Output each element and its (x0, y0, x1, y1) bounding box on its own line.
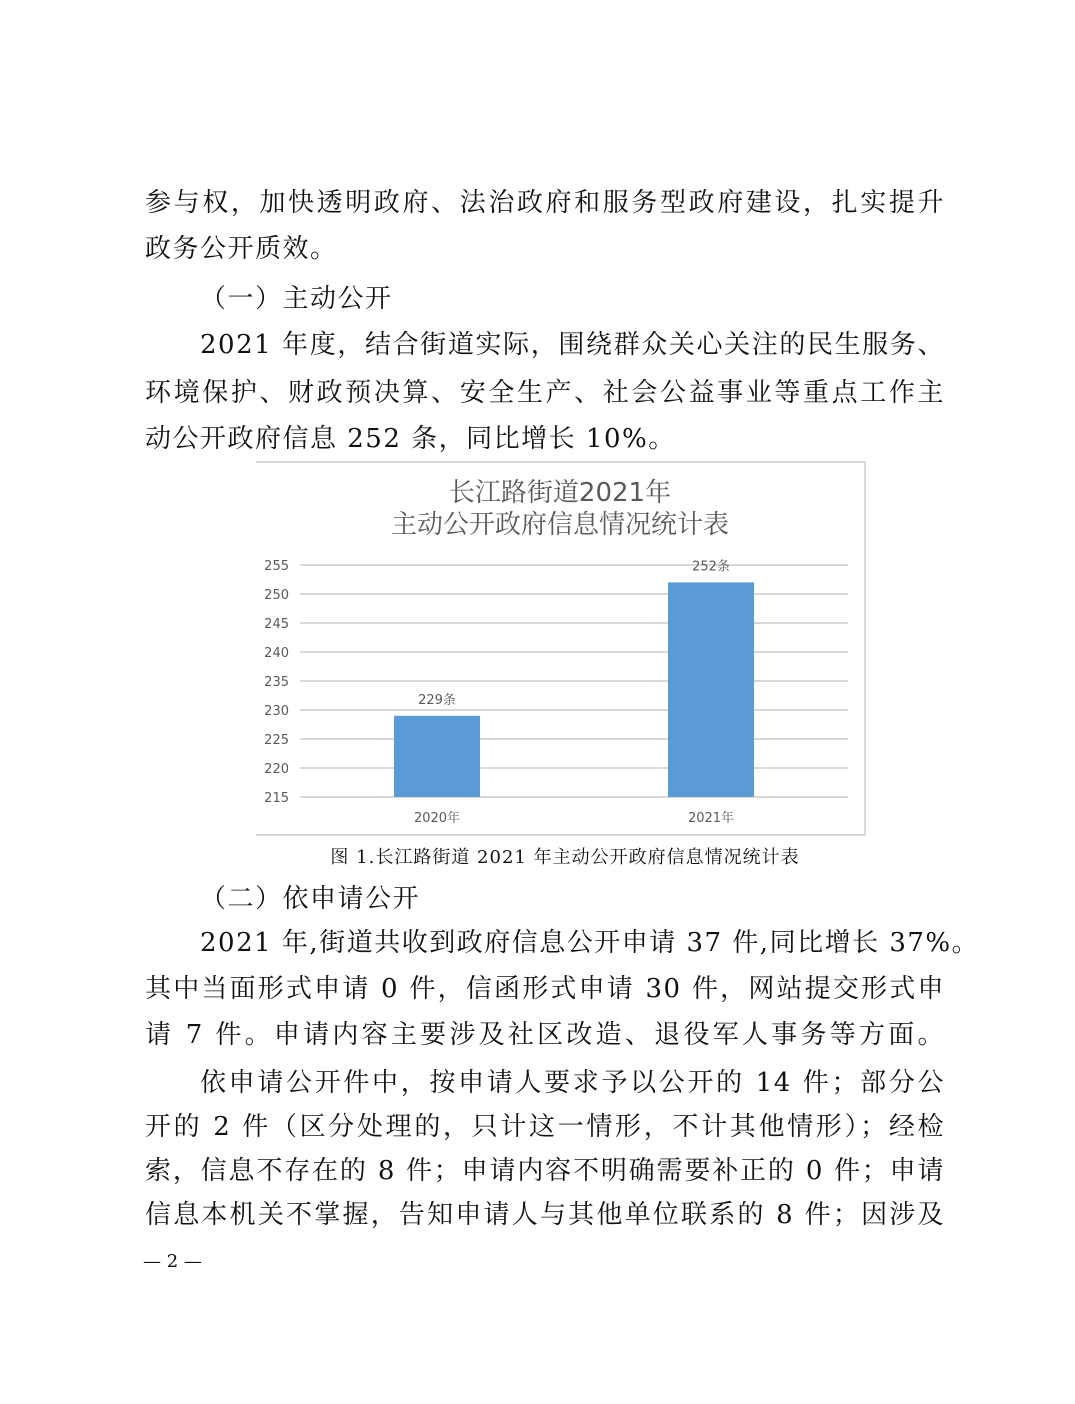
section-heading: （二）依申请公开 (200, 884, 421, 914)
text-line: 2021 年度，结合街道实际，围绕群众关心关注的民生服务、 (200, 330, 945, 360)
y-tick-label: 230 (264, 704, 289, 719)
text-line: 信息本机关不掌握，告知申请人与其他单位联系的 8 件；因涉及 (145, 1200, 945, 1230)
text-line: 请 7 件。申请内容主要涉及社区改造、退役军人事务等方面。 (145, 1020, 945, 1050)
text-line: 动公开政府信息 252 条，同比增长 10%。 (145, 424, 676, 454)
figure-caption: 图 1.长江路街道 2021 年主动公开政府信息情况统计表 (330, 847, 800, 868)
text-line: 其中当面形式申请 0 件，信函形式申请 30 件，网站提交形式申 (145, 974, 945, 1004)
bar-2020年 (394, 716, 480, 797)
chart-title-line1: 长江路街道2021年 (448, 478, 672, 508)
text-line: 开的 2 件（区分处理的，只计这一情形，不计其他情形）；经检 (145, 1112, 945, 1142)
text-line: 政务公开质效。 (145, 234, 338, 264)
data-label: 252条 (692, 559, 730, 575)
data-label: 229条 (418, 692, 456, 708)
y-tick-label: 220 (264, 762, 289, 777)
y-tick-label: 225 (264, 733, 289, 748)
page-number: — 2 — (143, 1251, 202, 1272)
section-heading: （一）主动公开 (200, 284, 393, 314)
chart-container (256, 461, 866, 836)
text-line: 环境保护、财政预决算、安全生产、社会公益事业等重点工作主 (145, 378, 945, 408)
text-line: 索，信息不存在的 8 件；申请内容不明确需要补正的 0 件；申请 (145, 1156, 945, 1186)
text-line: 2021 年,街道共收到政府信息公开申请 37 件,同比增长 37%。 (200, 928, 980, 958)
text-line: 参与权，加快透明政府、法治政府和服务型政府建设，扎实提升 (145, 188, 945, 218)
x-tick-label: 2021年 (687, 811, 735, 826)
bar-2021年 (668, 582, 754, 797)
y-tick-label: 255 (264, 559, 289, 574)
y-tick-label: 235 (264, 675, 289, 690)
chart-title-line2: 主动公开政府信息情况统计表 (390, 510, 729, 540)
bar-chart (256, 463, 862, 834)
y-tick-label: 245 (264, 617, 289, 632)
y-tick-label: 250 (264, 588, 289, 603)
y-tick-label: 240 (264, 646, 289, 661)
x-tick-label: 2020年 (413, 811, 461, 826)
text-line: 依申请公开件中，按申请人要求予以公开的 14 件；部分公 (200, 1068, 945, 1098)
y-tick-label: 215 (264, 791, 289, 806)
